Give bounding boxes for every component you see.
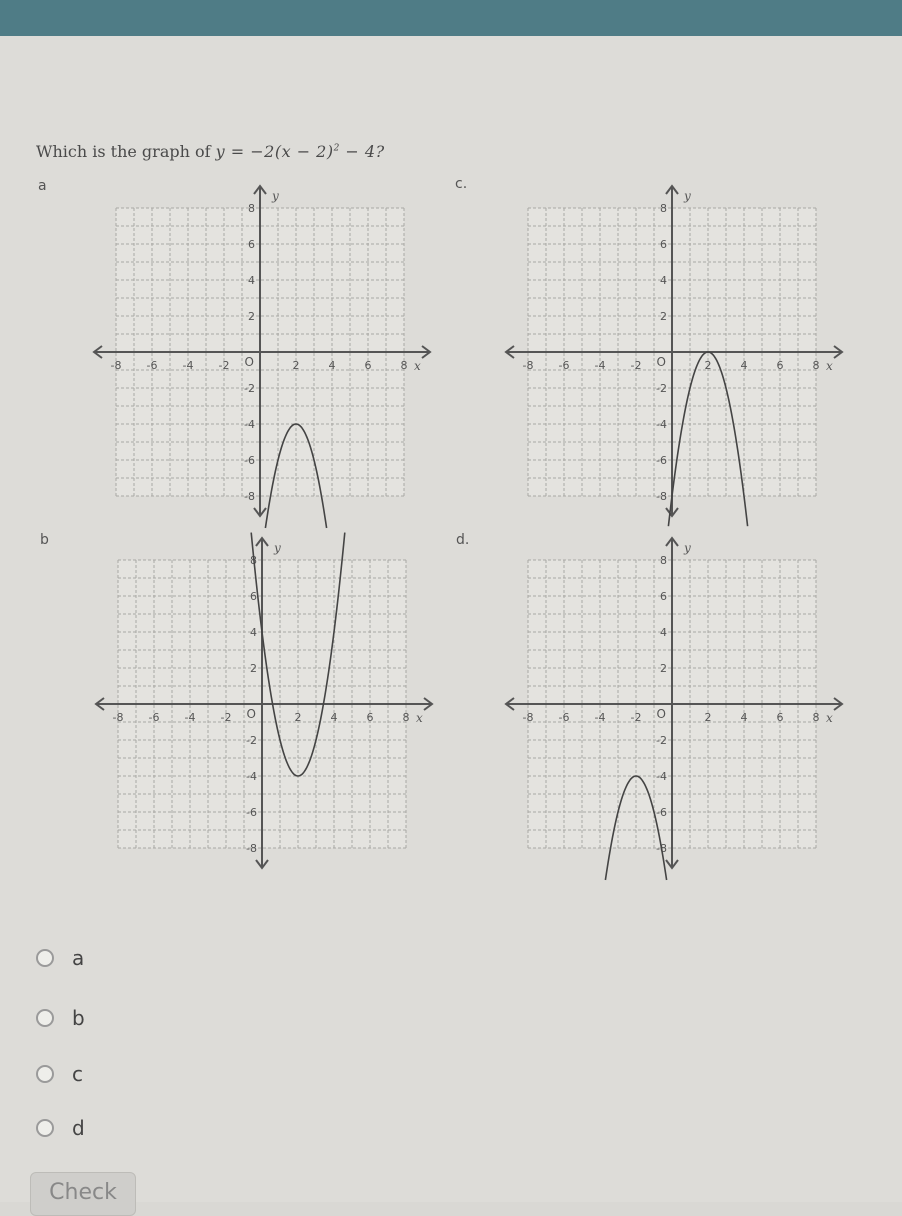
x-tick-label: 8 — [812, 359, 820, 372]
x-tick-label: 4 — [740, 359, 748, 372]
x-tick-label: -4 — [594, 711, 606, 724]
radio-b[interactable] — [36, 1009, 54, 1027]
x-tick-label: 6 — [776, 359, 784, 372]
x-tick-label: 2 — [704, 359, 712, 372]
y-tick-label: 4 — [250, 626, 257, 639]
x-tick-label: 6 — [776, 711, 784, 724]
option-d-label: d — [72, 1116, 85, 1140]
y-tick-label: -6 — [656, 806, 667, 819]
y-tick-label: -4 — [656, 418, 667, 431]
x-tick-label: 2 — [294, 711, 302, 724]
x-axis-label: x — [826, 359, 833, 373]
x-tick-label: -8 — [112, 711, 124, 724]
x-tick-label: 6 — [366, 711, 374, 724]
equation-suffix: − 4? — [339, 142, 385, 161]
y-tick-label: 4 — [660, 274, 667, 287]
y-tick-label: 8 — [250, 554, 257, 567]
origin-label: O — [656, 355, 666, 369]
y-tick-label: 4 — [660, 626, 667, 639]
y-axis-label: y — [274, 541, 281, 555]
radio-a[interactable] — [36, 949, 54, 967]
x-tick-label: 8 — [402, 711, 410, 724]
x-tick-label: -4 — [182, 359, 194, 372]
y-tick-label: 6 — [660, 238, 667, 251]
y-tick-label: -8 — [246, 842, 257, 855]
y-tick-label: 8 — [660, 202, 667, 215]
x-tick-label: 2 — [704, 711, 712, 724]
question-text — [36, 142, 385, 161]
y-tick-label: 6 — [660, 590, 667, 603]
y-tick-label: 2 — [248, 310, 255, 323]
x-axis-label: x — [826, 711, 833, 725]
y-tick-label: 2 — [250, 662, 257, 675]
y-tick-label: -2 — [246, 734, 257, 747]
x-tick-label: -6 — [148, 711, 160, 724]
option-c[interactable] — [36, 1060, 83, 1088]
y-tick-label: -6 — [246, 806, 257, 819]
equation-variable: y — [215, 142, 226, 161]
y-tick-label: -4 — [244, 418, 255, 431]
x-tick-label: -6 — [558, 711, 570, 724]
y-tick-label: -4 — [246, 770, 257, 783]
question-prefix: Which is the graph of — [36, 142, 216, 161]
x-tick-label: 4 — [328, 359, 336, 372]
radio-c[interactable] — [36, 1065, 54, 1083]
y-tick-label: -2 — [656, 734, 667, 747]
y-tick-label: 2 — [660, 310, 667, 323]
x-tick-label: -6 — [558, 359, 570, 372]
y-tick-label: -8 — [244, 490, 255, 503]
y-tick-label: -2 — [656, 382, 667, 395]
x-tick-label: -2 — [630, 359, 642, 372]
check-button[interactable]: Check — [30, 1172, 136, 1216]
y-tick-label: 6 — [250, 590, 257, 603]
x-tick-label: 4 — [740, 711, 748, 724]
graph-b-letter: b — [40, 532, 49, 548]
graph-c-letter: c. — [455, 176, 468, 192]
y-tick-label: 8 — [660, 554, 667, 567]
origin-label: O — [246, 707, 256, 721]
origin-label: O — [244, 355, 254, 369]
x-tick-label: -2 — [220, 711, 232, 724]
y-axis-label: y — [272, 189, 279, 203]
question-equation — [216, 142, 385, 161]
graph-a-letter: a — [38, 178, 47, 194]
y-tick-label: -6 — [656, 454, 667, 467]
option-a[interactable] — [36, 944, 84, 972]
x-tick-label: -6 — [146, 359, 158, 372]
x-tick-label: -2 — [218, 359, 230, 372]
x-tick-label: -8 — [110, 359, 122, 372]
x-tick-label: 6 — [364, 359, 372, 372]
equation-body: = −2(x − 2) — [225, 142, 334, 161]
y-tick-label: -2 — [244, 382, 255, 395]
y-axis-label: y — [684, 541, 691, 555]
x-tick-label: 8 — [812, 711, 820, 724]
y-tick-label: -6 — [244, 454, 255, 467]
option-c-label: c — [72, 1062, 83, 1086]
option-b-label: b — [72, 1006, 85, 1030]
x-tick-label: -8 — [522, 711, 534, 724]
y-tick-label: 8 — [248, 202, 255, 215]
y-tick-label: -4 — [656, 770, 667, 783]
x-tick-label: -2 — [630, 711, 642, 724]
option-b[interactable] — [36, 1004, 85, 1032]
graph-d-letter: d. — [456, 532, 470, 548]
y-tick-label: 6 — [248, 238, 255, 251]
y-axis-label: y — [684, 189, 691, 203]
y-tick-label: 2 — [660, 662, 667, 675]
x-tick-label: -8 — [522, 359, 534, 372]
x-tick-label: -4 — [184, 711, 196, 724]
y-tick-label: -8 — [656, 490, 667, 503]
x-axis-label: x — [416, 711, 423, 725]
radio-d[interactable] — [36, 1119, 54, 1137]
x-tick-label: -4 — [594, 359, 606, 372]
origin-label: O — [656, 707, 666, 721]
y-tick-label: -8 — [656, 842, 667, 855]
y-tick-label: 4 — [248, 274, 255, 287]
x-axis-label: x — [414, 359, 421, 373]
top-bar — [0, 0, 902, 36]
x-tick-label: 8 — [400, 359, 408, 372]
option-d[interactable] — [36, 1114, 85, 1142]
equation-exponent: 2 — [333, 143, 340, 154]
x-tick-label: 2 — [292, 359, 300, 372]
x-tick-label: 4 — [330, 711, 338, 724]
option-a-label: a — [72, 946, 85, 970]
